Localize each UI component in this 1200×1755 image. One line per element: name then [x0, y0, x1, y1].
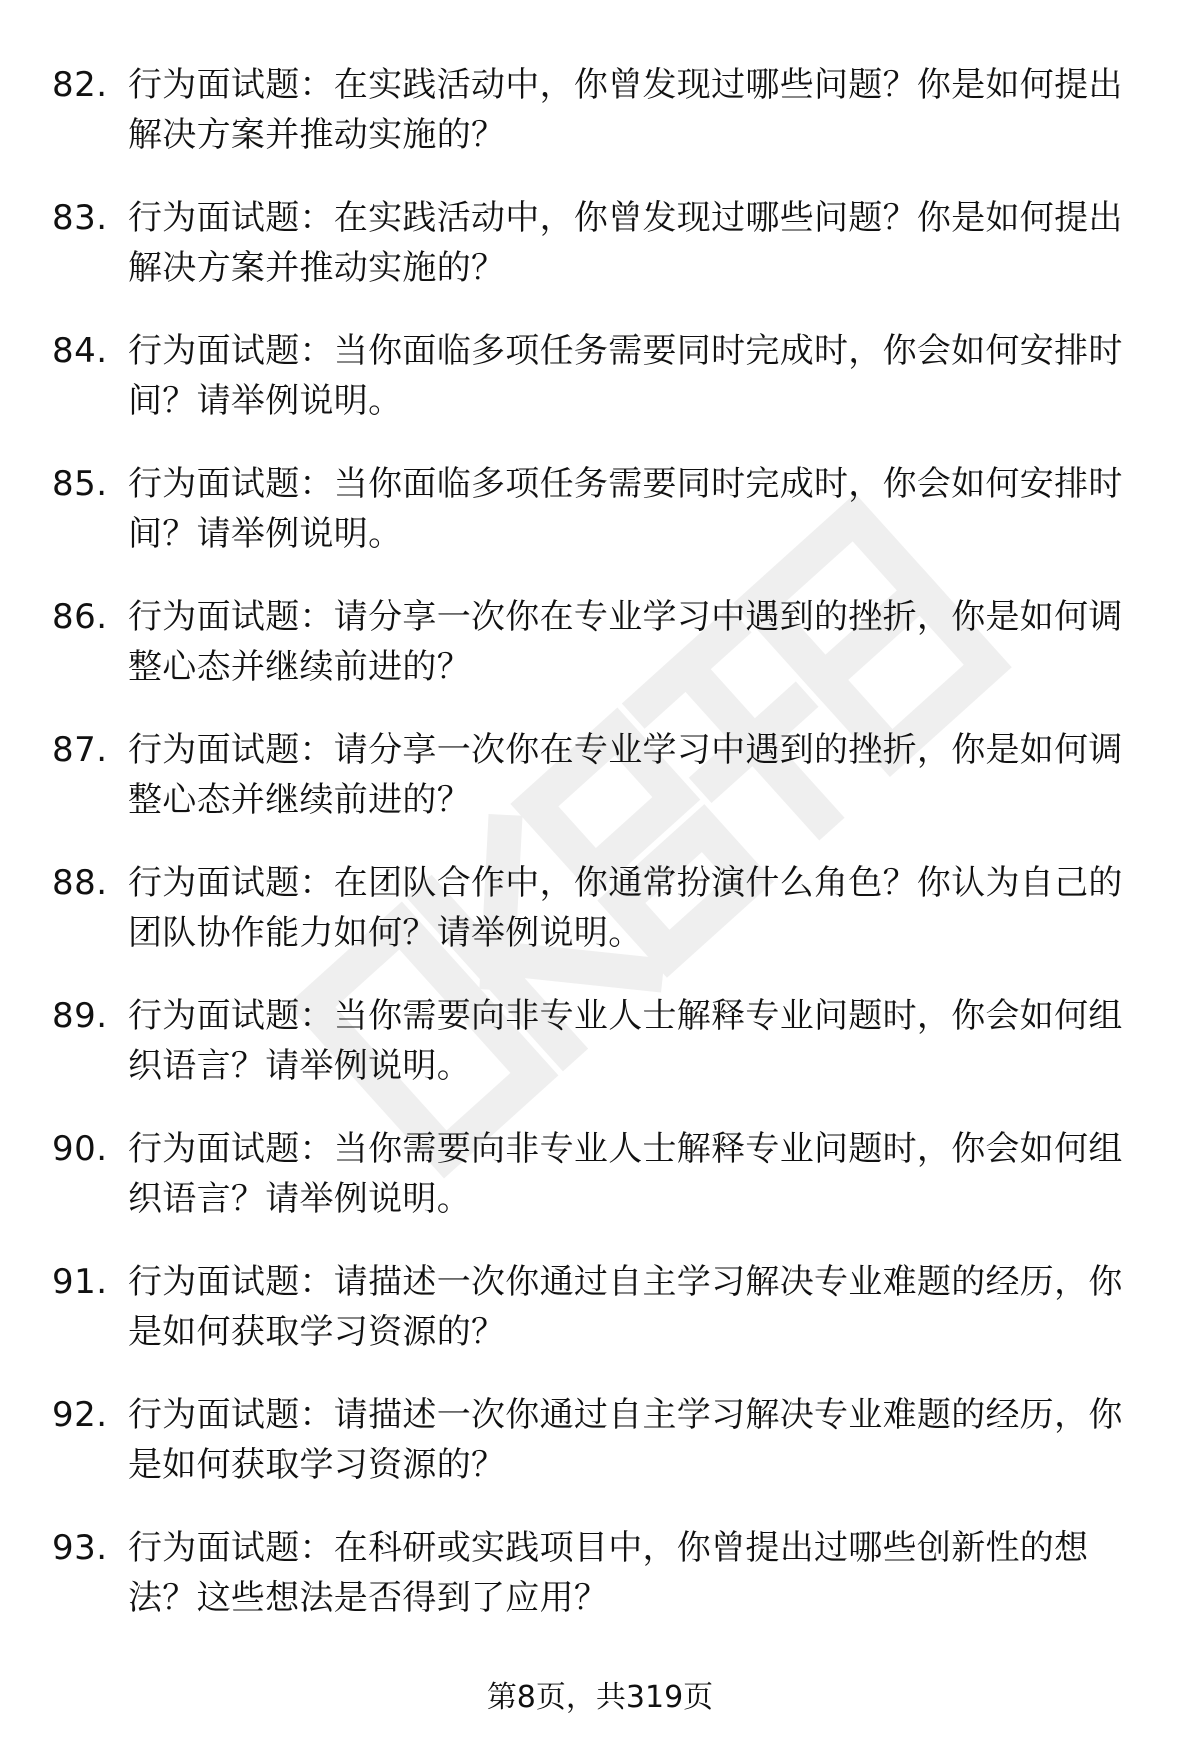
question-text: 行为面试题：在科研或实践项目中，你曾提出过哪些创新性的想法？这些想法是否得到了应用？	[128, 1528, 1089, 1618]
question-text: 行为面试题：当你需要向非专业人士解释专业问题时，你会如何组织语言？请举例说明。	[128, 996, 1123, 1086]
list-item	[0, 193, 1200, 326]
question-text: 行为面试题：当你面临多项任务需要同时完成时，你会如何安排时间？请举例说明。	[128, 331, 1123, 421]
list-item	[0, 1124, 1200, 1257]
question-number: 91.	[52, 1262, 108, 1302]
list-item	[0, 1390, 1200, 1523]
list-item	[0, 1257, 1200, 1390]
question-number: 92.	[52, 1395, 108, 1435]
question-text: 行为面试题：在实践活动中，你曾发现过哪些问题？你是如何提出解决方案并推动实施的？	[128, 198, 1123, 288]
question-text: 行为面试题：当你面临多项任务需要同时完成时，你会如何安排时间？请举例说明。	[128, 464, 1123, 554]
list-item	[0, 725, 1200, 858]
list-item	[0, 60, 1200, 193]
question-number: 93.	[52, 1528, 108, 1568]
question-number: 87.	[52, 730, 108, 770]
question-text: 行为面试题：请分享一次你在专业学习中遇到的挫折，你是如何调整心态并继续前进的？	[128, 597, 1123, 687]
list-item	[0, 1523, 1200, 1656]
question-text: 行为面试题：在团队合作中，你通常扮演什么角色？你认为自己的团队协作能力如何？请举例说明。	[128, 863, 1123, 953]
question-text: 行为面试题：当你需要向非专业人士解释专业问题时，你会如何组织语言？请举例说明。	[128, 1129, 1123, 1219]
question-number: 89.	[52, 996, 108, 1036]
question-number: 85.	[52, 464, 108, 504]
question-text: 行为面试题：在实践活动中，你曾发现过哪些问题？你是如何提出解决方案并推动实施的？	[128, 65, 1123, 155]
question-number: 86.	[52, 597, 108, 637]
question-text: 行为面试题：请描述一次你通过自主学习解决专业难题的经历，你是如何获取学习资源的？	[128, 1262, 1123, 1352]
question-number: 83.	[52, 198, 108, 238]
list-item	[0, 991, 1200, 1124]
question-list	[0, 60, 1200, 1656]
question-text: 行为面试题：请描述一次你通过自主学习解决专业难题的经历，你是如何获取学习资源的？	[128, 1395, 1123, 1485]
question-number: 90.	[52, 1129, 108, 1169]
question-number: 88.	[52, 863, 108, 903]
page-footer: 第8页，共319页	[486, 1680, 714, 1715]
list-item	[0, 326, 1200, 459]
list-item	[0, 459, 1200, 592]
question-number: 82.	[52, 65, 108, 105]
question-number: 84.	[52, 331, 108, 371]
list-item	[0, 858, 1200, 991]
list-item	[0, 592, 1200, 725]
question-text: 行为面试题：请分享一次你在专业学习中遇到的挫折，你是如何调整心态并继续前进的？	[128, 730, 1123, 820]
